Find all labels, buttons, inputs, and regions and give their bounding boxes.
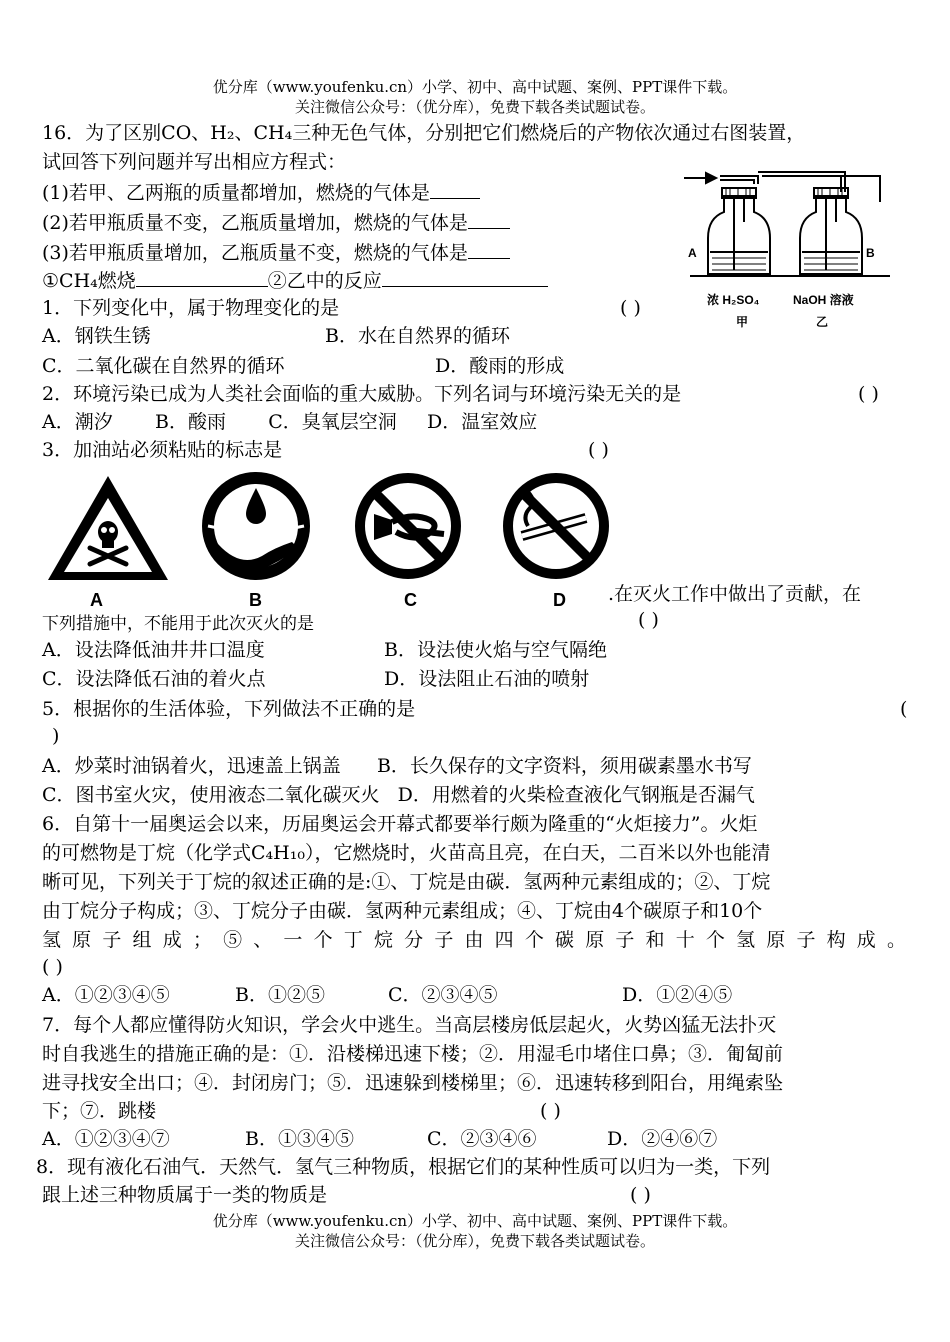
no-smoking-sign-icon[interactable]: [500, 470, 612, 582]
q16-eq1-label: ①CH₄燃烧: [42, 270, 136, 292]
q16-eq2-blank[interactable]: [382, 268, 548, 287]
q4-tail: .在灭火工作中做出了贡献，在: [608, 583, 862, 605]
q6-line-5: 氢原子组成；⑤、一个丁烷分子由四个碳原子和十个氢原子构成。: [42, 929, 906, 951]
q16-eq1-blank[interactable]: [136, 268, 268, 287]
q7-line-2: 时自我逃生的措施正确的是：①．沿楼梯迅速下楼；②．用湿毛巾堵住口鼻；③．匍匐前: [42, 1043, 784, 1065]
poison-sign-icon[interactable]: [44, 472, 172, 584]
q1-answer-paren[interactable]: ( ): [620, 297, 641, 319]
q16-equations: [42, 268, 548, 293]
q8-answer-paren[interactable]: ( ): [630, 1184, 651, 1206]
q16-sub-2-text: (2)若甲瓶质量不变，乙瓶质量增加，燃烧的气体是: [42, 212, 468, 234]
header-line-2: 关注微信公众号：（优分库），免费下载各类试题试卷。: [294, 98, 655, 116]
q6-answer-paren[interactable]: ( ): [42, 956, 63, 978]
q7-line-4: 下；⑦．跳楼: [42, 1100, 157, 1122]
q4-option-d[interactable]: D．设法阻止石油的喷射: [384, 668, 590, 690]
q16-blank-3[interactable]: [468, 240, 510, 259]
q4-option-c[interactable]: C．设法降低石油的着火点: [42, 668, 266, 690]
q7-line-1: 7．每个人都应懂得防火知识，学会火中逃生。当高层楼房低层起火，火势凶猛无法扑灭: [42, 1014, 777, 1036]
q4-answer-paren[interactable]: ( ): [638, 609, 659, 631]
q16-sub-2: [42, 210, 510, 235]
q4-option-b[interactable]: B．设法使火焰与空气隔绝: [384, 639, 607, 661]
q16-line-1: 16．为了区别CO、H₂、CH₄三种无色气体，分别把它们燃烧后的产物依次通过右图装置，: [42, 122, 806, 144]
apparatus-bottle1-name: 甲: [736, 315, 749, 329]
q6-line-3: 晰可见，下列关于丁烷的叙述正确的是:①、丁烷是由碳．氢两种元素组成的；②、丁烷: [42, 871, 771, 893]
q7-option-b[interactable]: B．①③④⑤: [245, 1128, 354, 1150]
q8-line-1: 8．现有液化石油气．天然气．氢气三种物质，根据它们的某种性质可以归为一类，下列: [36, 1156, 771, 1178]
apparatus-label-a: A: [688, 246, 697, 260]
q6-option-c[interactable]: C．②③④⑤: [388, 984, 498, 1006]
q8-line-2: 跟上述三种物质属于一类的物质是: [42, 1184, 328, 1206]
q16-blank-1[interactable]: [430, 180, 480, 199]
q2-options[interactable]: A．潮汐 B．酸雨 C．臭氧层空洞 D．温室效应: [42, 411, 538, 433]
q7-line-3: 进寻找安全出口；④．封闭房门；⑤．迅速躲到楼梯里；⑥．迅速转移到阳台，用绳索坠: [42, 1072, 784, 1094]
header-line-1: 优分库（www.youfenku.cn）小学、初中、高中试题、案例、PPT课件下载。: [212, 78, 738, 96]
q4-option-a[interactable]: A．设法降低油井井口温度: [42, 639, 265, 661]
q16-sub-3-text: (3)若甲瓶质量增加，乙瓶质量不变，燃烧的气体是: [42, 242, 468, 264]
q5-options-ab[interactable]: A．炒菜时油锅着火，迅速盖上锅盖 B．长久保存的文字资料，须用碳素墨水书写: [42, 755, 752, 777]
no-horn-sign-icon[interactable]: [352, 470, 464, 582]
q6-line-1: 6．自第十一届奥运会以来，历届奥运会开幕式都要举行颇为隆重的“火炬接力”。火炬: [42, 813, 758, 835]
q16-blank-2[interactable]: [468, 210, 510, 229]
footer-line-1: 优分库（www.youfenku.cn）小学、初中、高中试题、案例、PPT课件下载。: [212, 1212, 738, 1230]
q2-stem: 2．环境污染已成为人类社会面临的重大威胁。下列名词与环境污染无关的是: [42, 383, 682, 405]
corrosive-sign-icon[interactable]: [200, 470, 312, 582]
q3-label-b: B: [249, 590, 262, 610]
q6-line-4: 由丁烷分子构成；③、丁烷分子由碳．氢两种元素组成；④、丁烷由4个碳原子和10个: [42, 900, 763, 922]
footer-line-2: 关注微信公众号：（优分库），免费下载各类试题试卷。: [294, 1232, 655, 1250]
q7-option-c[interactable]: C．②③④⑥: [427, 1128, 537, 1150]
q3-label-a: A: [90, 590, 103, 610]
q7-option-d[interactable]: D．②④⑥⑦: [607, 1128, 718, 1150]
q1-option-d[interactable]: D．酸雨的形成: [435, 355, 565, 377]
q3-label-c: C: [404, 590, 417, 610]
apparatus-bottle1-content: 浓 H₂SO₄: [707, 293, 760, 307]
q4-line-2: 下列措施中，不能用于此次灭火的是: [42, 614, 314, 634]
q1-option-c[interactable]: C．二氧化碳在自然界的循环: [42, 355, 285, 377]
q16-sub-1: [42, 180, 480, 205]
q3-answer-paren[interactable]: ( ): [588, 439, 609, 461]
q3-label-d: D: [553, 590, 566, 610]
q6-option-a[interactable]: A．①②③④⑤: [42, 984, 170, 1006]
q2-answer-paren[interactable]: ( ): [858, 383, 879, 405]
q6-option-b[interactable]: B．①②⑤: [235, 984, 325, 1006]
q1-option-b[interactable]: B．水在自然界的循环: [325, 325, 510, 347]
q5-paren-open[interactable]: (: [900, 698, 908, 720]
q5-stem: 5．根据你的生活体验，下列做法不正确的是: [42, 698, 416, 720]
q1-option-a[interactable]: A．钢铁生锈: [42, 325, 151, 347]
apparatus-bottle2-content: NaOH 溶液: [793, 293, 854, 307]
q16-line-2: 试回答下列问题并写出相应方程式：: [42, 151, 347, 173]
apparatus-bottle2-name: 乙: [816, 315, 829, 329]
q16-eq2-label: ②乙中的反应: [267, 270, 382, 292]
q7-answer-paren[interactable]: ( ): [540, 1100, 561, 1122]
apparatus-label-b: B: [866, 246, 875, 260]
q7-option-a[interactable]: A．①②③④⑦: [42, 1128, 170, 1150]
q6-option-d[interactable]: D．①②④⑤: [622, 984, 733, 1006]
q3-stem: 3．加油站必须粘贴的标志是: [42, 439, 283, 461]
q16-sub-3: [42, 240, 510, 265]
q16-sub-1-text: (1)若甲、乙两瓶的质量都增加，燃烧的气体是: [42, 182, 430, 204]
q1-stem: 1．下列变化中，属于物理变化的是: [42, 297, 340, 319]
q5-options-cd[interactable]: C．图书室火灾，使用液态二氧化碳灭火 D．用燃着的火柴检查液化气钢瓶是否漏气: [42, 784, 755, 806]
q6-line-2: 的可燃物是丁烷（化学式C₄H₁₀），它燃烧时，火苗高且亮，在白天，二百米以外也能清: [42, 842, 771, 864]
q5-paren-close[interactable]: ): [52, 725, 60, 747]
